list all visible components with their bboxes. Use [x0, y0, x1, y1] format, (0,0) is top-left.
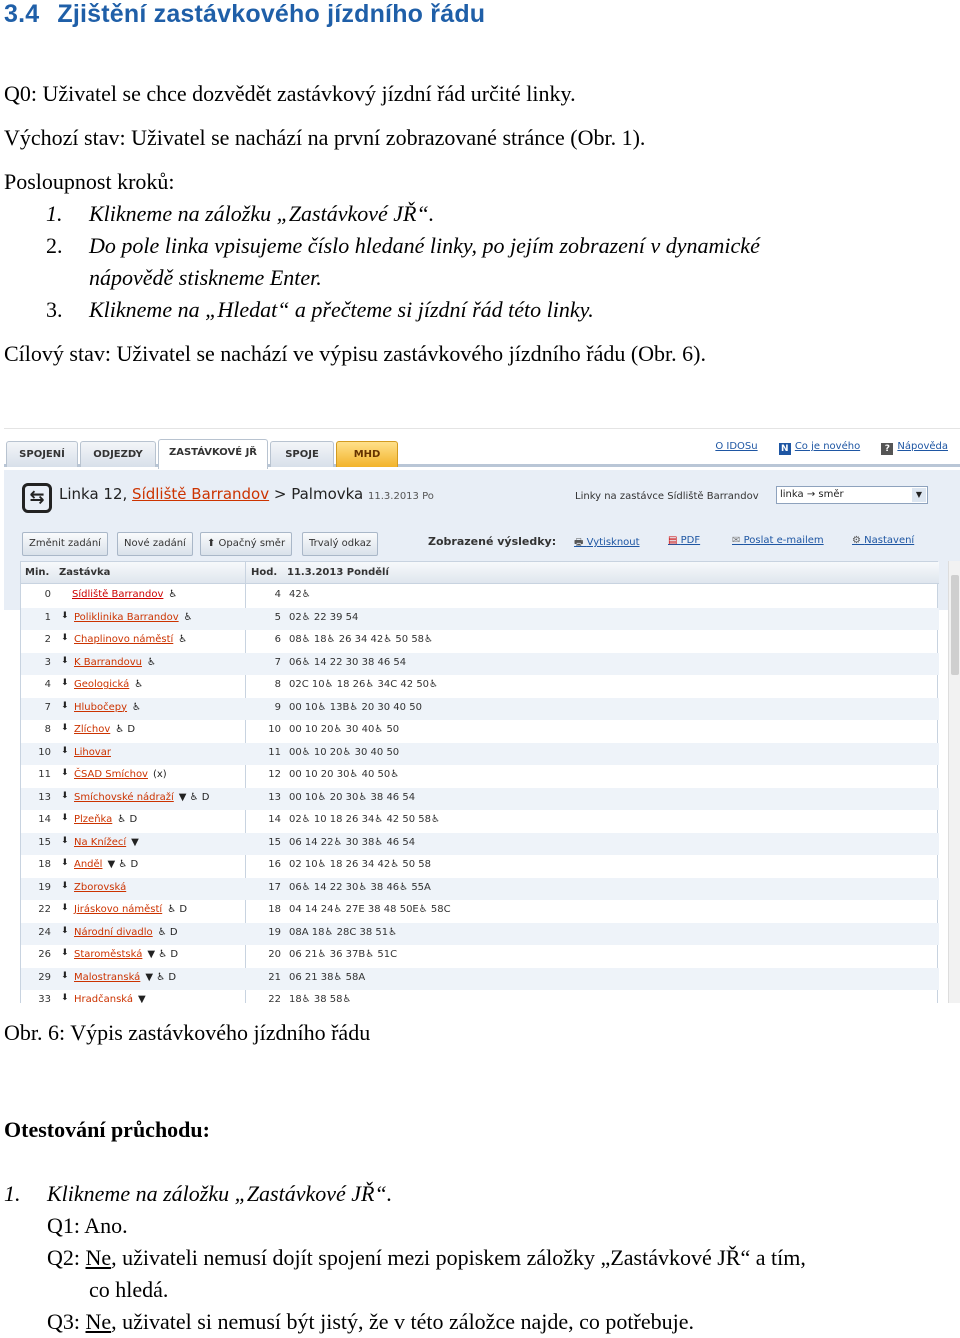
table-row — [21, 698, 939, 720]
table-row — [21, 765, 939, 787]
row-hour: 5 — [274, 611, 281, 623]
row-stop-link[interactable]: Lihovar — [74, 746, 111, 758]
row-stop-link[interactable]: Plzeňka — [74, 814, 113, 825]
row-minutes: 02 10♿ 18 26 34 42♿ 50 58 — [289, 859, 431, 870]
link-o-idosu[interactable]: O IDOSu — [715, 441, 758, 452]
row-stop-link[interactable]: Na Knížecí — [74, 836, 127, 848]
arrow-down-icon: ⬇ — [61, 858, 69, 868]
row-hour: 10 — [268, 724, 281, 735]
row-stop-link[interactable]: Chaplinovo náměstí — [74, 634, 174, 645]
row-minutes: 02♿ 22 39 54 — [289, 611, 359, 623]
q3-answer: Q3: Ne, uživatel si nemusí být jistý, že v této záložce najde, co potřebuje. — [47, 1309, 694, 1334]
link-napoveda[interactable]: ? Nápověda — [881, 441, 948, 452]
section-heading — [4, 0, 485, 29]
arrow-down-icon: ⬇ — [61, 948, 69, 958]
row-minute: 18 — [38, 859, 51, 870]
header-hour: Hod. — [251, 567, 278, 578]
q0-text: Q0: Uživatel se chce dozvědět zastávkový jízdní řád určité linky. — [4, 81, 576, 106]
reverse-direction-button[interactable]: ⬆ Opačný směr — [200, 532, 292, 556]
table-row — [21, 923, 939, 945]
row-minutes: 02♿ 10 18 26 34♿ 42 50 58♿ — [289, 814, 440, 825]
header-min: Min. — [25, 567, 50, 578]
arrow-down-icon: ⬇ — [61, 633, 69, 643]
table-row — [21, 788, 939, 810]
arrow-down-icon: ⬇ — [61, 768, 69, 778]
arrow-down-icon: ⬇ — [61, 925, 69, 936]
row-minute: 24 — [38, 926, 51, 938]
row-stop-cell — [74, 837, 139, 848]
row-stop-link[interactable]: Geologická — [74, 679, 130, 690]
table-row — [21, 990, 939, 1003]
permalink-button[interactable]: Trvalý odkaz — [302, 532, 378, 556]
row-minute: 11 — [38, 769, 51, 780]
row-stop-flags: ♿ D — [167, 904, 188, 915]
section-title: Zjištění zastávkového jízdního řádu — [57, 0, 486, 28]
top-links — [697, 441, 948, 455]
row-stop-flags: ♿ — [178, 634, 188, 645]
goal-state: Cílový stav: Uživatel se nachází ve výpisu zastávkového jízdního řádu (Obr. 6). — [4, 341, 706, 366]
row-minutes: 02C 10♿ 18 26♿ 34C 42 50♿ — [289, 679, 439, 690]
row-stop-cell — [74, 702, 141, 713]
row-minute: 4 — [44, 679, 51, 690]
help-icon: ? — [881, 443, 893, 455]
row-minute: 19 — [38, 881, 51, 893]
line-title: Linka 12, Sídliště Barrandov > Palmovka 11.3.2013 Po — [59, 485, 434, 503]
row-stop-link[interactable]: Zborovská — [74, 881, 127, 893]
row-stop-link[interactable]: Sídliště Barrandov — [72, 589, 164, 600]
arrow-down-icon: ⬇ — [61, 970, 69, 981]
new-query-button[interactable]: Nové zadání — [117, 532, 193, 556]
settings-link[interactable]: ⚙ Nastavení — [852, 535, 915, 546]
row-stop-flags: ♿ — [183, 611, 193, 623]
row-stop-cell — [74, 994, 146, 1003]
change-query-button[interactable]: Změnit zadání — [22, 532, 108, 556]
row-hour: 15 — [268, 836, 281, 848]
arrow-down-icon: ⬇ — [61, 880, 69, 891]
row-stop-cell — [74, 612, 193, 623]
row-hour: 14 — [268, 814, 281, 825]
step-1: 1. Klikneme na záložku „Zastávkové JŘ“. — [46, 201, 435, 226]
table-row — [21, 900, 939, 922]
link-co-je-noveho[interactable]: N Co je nového — [779, 441, 860, 452]
row-stop-flags: ♿ D — [157, 926, 178, 938]
arrow-down-icon: ⬇ — [61, 790, 69, 801]
table-row — [21, 833, 939, 855]
table-row — [21, 630, 939, 652]
tab-spoje[interactable]: SPOJE — [270, 441, 334, 467]
row-hour: 18 — [268, 904, 281, 915]
row-stop-link[interactable]: Jiráskovo náměstí — [74, 904, 163, 915]
line-date: 11.3.2013 Po — [368, 491, 434, 502]
line-direction-select[interactable]: linka → směr ▼ — [776, 486, 928, 504]
row-stop-cell — [74, 679, 143, 690]
line-start-stop[interactable]: Sídliště Barrandov — [132, 485, 270, 503]
row-stop-cell — [74, 927, 178, 938]
arrow-down-icon: ⬇ — [61, 835, 69, 846]
arrow-down-icon: ⬇ — [61, 678, 69, 688]
row-minute: 10 — [38, 746, 51, 758]
row-stop-link[interactable]: Hlubočepy — [74, 701, 128, 713]
row-minutes: 06♿ 14 22 30 38 46 54 — [289, 656, 407, 668]
testing-step-1: 1. Klikneme na záložku „Zastávkové JŘ“. — [4, 1181, 393, 1206]
row-stop-cell — [74, 634, 187, 645]
q1-answer: Q1: Ano. — [47, 1213, 128, 1238]
tab-odjezdy[interactable]: ODJEZDY — [80, 441, 156, 467]
row-stop-link[interactable]: Hradčanská — [74, 994, 134, 1003]
row-hour: 19 — [268, 926, 281, 938]
row-hour: 16 — [268, 859, 281, 870]
row-minutes: 00 10 20 30♿ 40 50♿ — [289, 769, 400, 780]
header-stop: Zastávka — [59, 567, 111, 578]
scrollbar[interactable] — [948, 561, 960, 1003]
row-stop-link[interactable]: Malostranská — [74, 971, 141, 983]
row-stop-flags: ▼ ♿ D — [178, 791, 210, 803]
row-stop-flags: ▼ ♿ D — [147, 949, 179, 960]
row-stop-link[interactable]: K Barrandovu — [74, 656, 142, 668]
row-minute: 14 — [38, 814, 51, 825]
section-number: 3.4 — [4, 0, 40, 28]
row-minute: 29 — [38, 971, 51, 983]
news-icon: N — [779, 443, 791, 455]
pdf-link[interactable]: ▤ PDF — [668, 535, 701, 546]
pdf-icon: ▤ — [668, 535, 681, 546]
table-row — [21, 968, 939, 990]
arrow-down-icon: ⬇ — [61, 655, 69, 666]
steps-title: Posloupnost kroků: — [4, 169, 175, 194]
arrow-down-icon: ⬇ — [61, 610, 69, 621]
row-minute: 13 — [38, 791, 51, 803]
row-stop-link[interactable]: Smíchovské nádraží — [74, 791, 174, 803]
select-label: Linky na zastávce Sídliště Barrandov — [575, 491, 759, 502]
row-minute: 7 — [44, 701, 51, 713]
table-row — [21, 608, 939, 630]
row-stop-link[interactable]: Poliklinika Barrandov — [74, 611, 179, 623]
table-row — [21, 720, 939, 742]
row-stop-cell — [74, 792, 210, 803]
mail-icon: ✉ — [732, 535, 744, 546]
start-state: Výchozí stav: Uživatel se nachází na první zobrazované stránce (Obr. 1). — [4, 125, 646, 150]
row-stop-cell — [74, 859, 138, 870]
arrow-down-icon: ⬇ — [61, 993, 69, 1003]
figure-caption: Obr. 6: Výpis zastávkového jízdního řádu — [4, 1020, 371, 1045]
row-stop-cell — [72, 589, 177, 600]
row-hour: 4 — [274, 589, 281, 600]
row-minutes: 00♿ 10 20♿ 30 40 50 — [289, 746, 400, 758]
row-minutes: 00 10 20♿ 30 40♿ 50 — [289, 724, 400, 735]
arrow-down-icon: ⬇ — [61, 745, 69, 756]
row-stop-link[interactable]: Staroměstská — [74, 949, 143, 960]
row-hour: 11 — [268, 746, 281, 758]
row-minutes: 08A 18♿ 28C 38 51♿ — [289, 926, 398, 938]
tab-zastavkove-jr[interactable]: ZASTÁVKOVÉ JŘ — [158, 439, 268, 469]
table-header — [21, 562, 939, 584]
arrow-down-icon: ⬇ — [61, 903, 69, 913]
step-3: 3. Klikneme na „Hledat“ a přečteme si jízdní řád této linky. — [46, 297, 594, 322]
row-minute: 3 — [44, 656, 51, 668]
row-hour: 6 — [274, 634, 281, 645]
print-link[interactable]: 🖶 Vytisknout — [574, 537, 640, 548]
row-hour: 9 — [274, 701, 281, 713]
row-stop-flags: ♿ — [146, 656, 156, 668]
scrollbar-thumb[interactable] — [951, 575, 959, 675]
chevron-down-icon: ▼ — [912, 488, 926, 502]
arrow-down-icon: ⬇ — [61, 813, 69, 823]
row-stop-flags: ♿ D — [117, 814, 138, 825]
arrow-down-icon: ⬇ — [61, 700, 69, 711]
header-date: 11.3.2013 Pondělí — [287, 567, 389, 578]
row-minutes: 00 10♿ 13B♿ 20 30 40 50 — [289, 701, 422, 713]
row-stop-link[interactable]: ČSAD Smíchov — [74, 769, 148, 780]
row-hour: 17 — [268, 881, 281, 893]
row-stop-flags: (x) — [152, 769, 167, 780]
row-stop-flags: ▼ ♿ D — [145, 971, 177, 983]
row-hour: 7 — [274, 656, 281, 668]
table-row — [21, 585, 939, 607]
row-stop-flags: ♿ — [134, 679, 144, 690]
row-minute: 0 — [44, 589, 51, 600]
row-hour: 8 — [274, 679, 281, 690]
row-stop-cell — [74, 769, 167, 780]
arrow-down-icon: ⬇ — [61, 723, 69, 733]
row-stop-flags: ♿ — [132, 701, 141, 713]
row-hour: 21 — [268, 971, 281, 983]
row-minutes: 42♿ — [289, 589, 311, 600]
row-minute: 1 — [44, 611, 51, 623]
table-row — [21, 945, 939, 967]
row-stop-cell — [74, 882, 131, 893]
row-stop-cell — [74, 747, 116, 758]
row-stop-flags: ▼ — [138, 994, 146, 1003]
row-stop-flags: ♿ — [168, 589, 178, 600]
row-minutes: 04 14 24♿ 27E 38 48 50E♿ 58C — [289, 904, 451, 915]
row-stop-link[interactable]: Národní divadlo — [74, 926, 153, 938]
printer-icon: 🖶 — [574, 537, 587, 548]
row-minutes: 06 21♿ 36 37B♿ 51C — [289, 949, 398, 960]
table-row — [21, 855, 939, 877]
row-minute: 15 — [38, 836, 51, 848]
row-stop-cell — [74, 949, 178, 960]
row-stop-cell — [74, 972, 176, 983]
row-minute: 8 — [44, 724, 51, 735]
timetable-screenshot — [4, 428, 960, 1003]
row-hour: 12 — [268, 769, 281, 780]
tab-spojeni[interactable]: SPOJENÍ — [6, 441, 78, 467]
row-hour: 20 — [268, 949, 281, 960]
table-row — [21, 810, 939, 832]
row-hour: 22 — [268, 994, 281, 1003]
row-minute: 22 — [38, 904, 51, 915]
step-2: 2. Do pole linka vpisujeme číslo hledané linky, po jejím zobrazení v dynamické — [46, 233, 760, 258]
q2-answer-cont: co hledá. — [89, 1277, 169, 1302]
row-stop-link[interactable]: Zlíchov — [74, 724, 111, 735]
row-minutes: 08♿ 18♿ 26 34 42♿ 50 58♿ — [289, 634, 434, 645]
table-row — [21, 675, 939, 697]
row-stop-cell — [74, 657, 156, 668]
row-stop-cell — [74, 904, 187, 915]
timetable — [20, 561, 938, 1003]
row-hour: 13 — [268, 791, 281, 803]
row-stop-cell — [74, 814, 137, 825]
row-minutes: 06♿ 14 22 30♿ 38 46♿ 55A — [289, 881, 431, 893]
row-stop-cell — [74, 724, 135, 735]
q2-answer: Q2: Ne, uživateli nemusí dojít spojení mezi popiskem záložky „Zastávkové JŘ“ a tím, — [47, 1245, 806, 1270]
row-minutes: 06 14 22♿ 30 38♿ 46 54 — [289, 836, 416, 848]
step-2-cont: nápovědě stiskneme Enter. — [89, 265, 322, 290]
row-minutes: 06 21 38♿ 58A — [289, 971, 366, 983]
table-row — [21, 743, 939, 765]
email-link[interactable]: ✉ Poslat e-mailem — [732, 535, 824, 546]
row-stop-flags: ▼ — [131, 836, 139, 848]
idos-logo-icon: ⇆ — [22, 483, 52, 513]
results-label: Zobrazené výsledky: — [428, 535, 557, 548]
row-minutes: 18♿ 38 58♿ — [289, 994, 352, 1003]
row-stop-link[interactable]: Anděl — [74, 859, 103, 870]
gear-icon: ⚙ — [852, 535, 865, 546]
row-minute: 2 — [44, 634, 51, 645]
table-row — [21, 878, 939, 900]
row-minute: 26 — [38, 949, 51, 960]
testing-title: Otestování průchodu: — [4, 1117, 210, 1142]
table-row — [21, 653, 939, 675]
row-stop-flags: ▼ ♿ D — [107, 859, 139, 870]
row-stop-flags: ♿ D — [115, 724, 136, 735]
row-minutes: 00 10♿ 20 30♿ 38 46 54 — [289, 791, 416, 803]
tab-mhd[interactable]: MHD — [336, 441, 398, 467]
row-minute: 33 — [38, 994, 51, 1003]
